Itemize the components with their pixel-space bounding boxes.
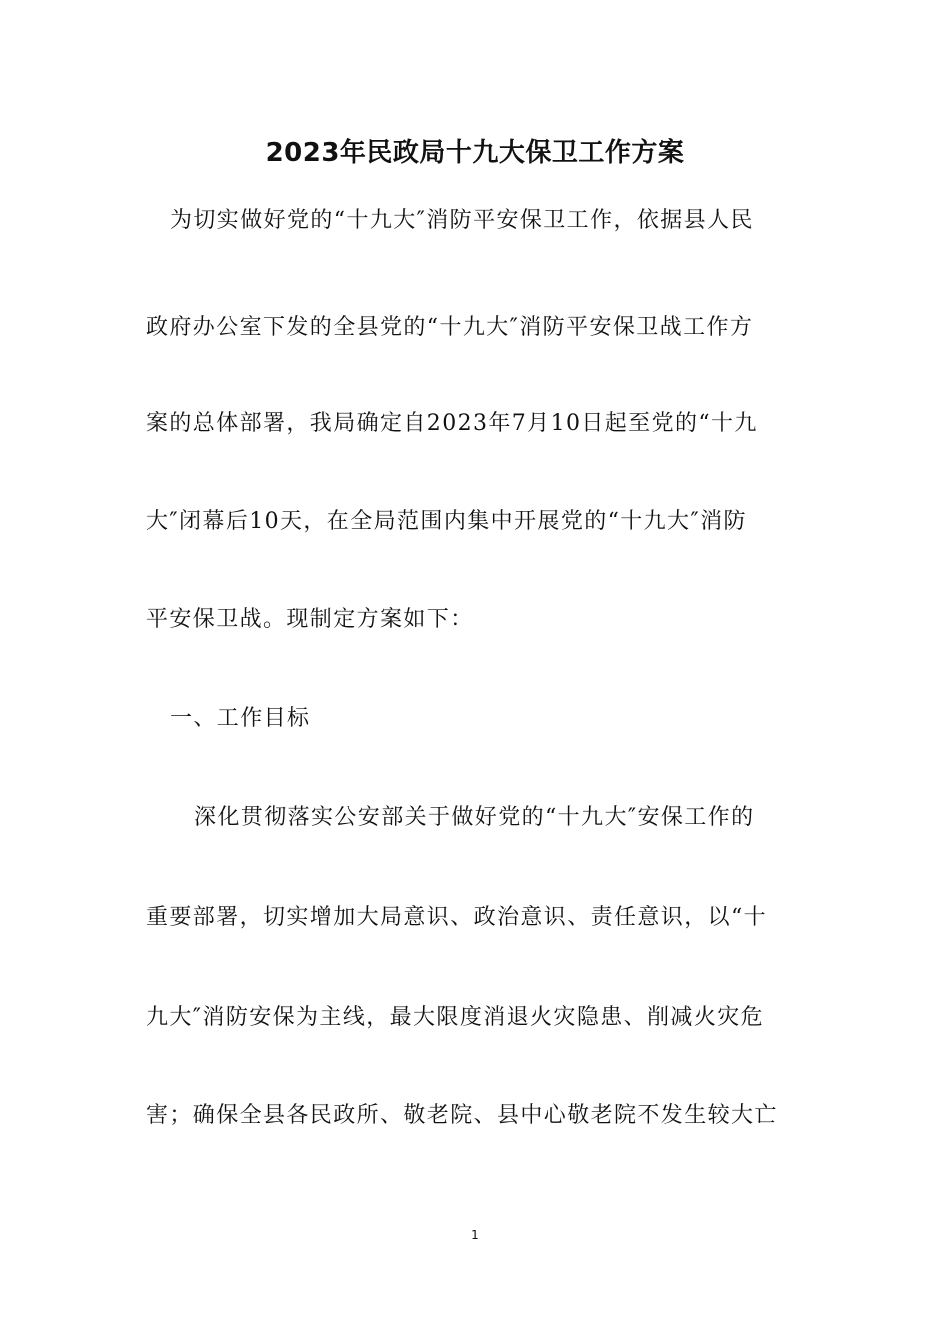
paragraph-line: 九大″消防安保为主线，最大限度消退火灾隐患、削减火灾危	[146, 1005, 765, 1030]
paragraph-line: 政府办公室下发的全县党的“十九大″消防平安保卫战工作方	[146, 315, 754, 340]
page-title: 2023年民政局十九大保卫工作方案	[265, 138, 685, 168]
paragraph-line: 案的总体部署，我局确定自2023年7月10日起至党的“十九	[146, 411, 758, 436]
paragraph-line: 为切实做好党的“十九大″消防平安保卫工作，依据县人民	[170, 208, 754, 233]
page-number: 1	[471, 1228, 479, 1242]
paragraph-line: 大″闭幕后10天，在全局范围内集中开展党的“十九大″消防	[146, 509, 747, 534]
paragraph-line: 深化贯彻落实公安部关于做好党的“十九大″安保工作的	[194, 805, 755, 830]
section-heading: 一、工作目标	[170, 706, 311, 731]
paragraph-line: 害；确保全县各民政所、敬老院、县中心敬老院不发生较大亡	[146, 1103, 778, 1128]
paragraph-line: 平安保卫战。现制定方案如下：	[146, 607, 474, 632]
paragraph-line: 重要部署，切实增加大局意识、政治意识、责任意识，以“十	[146, 905, 768, 930]
